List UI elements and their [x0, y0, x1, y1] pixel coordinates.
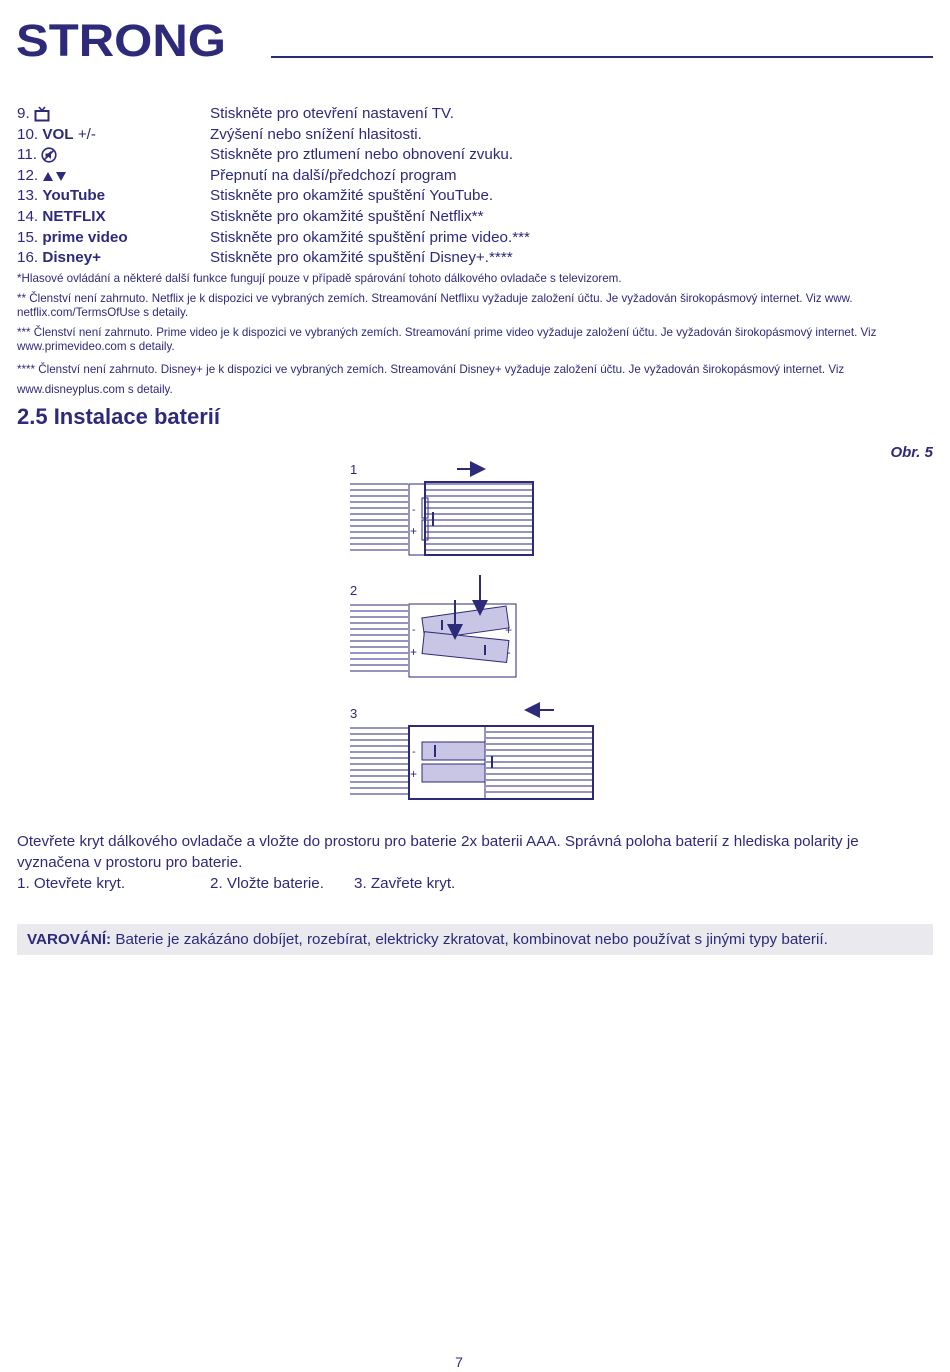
- key-number: 11.: [17, 146, 37, 164]
- key-name: VOL: [42, 125, 74, 143]
- instruction-text: Otevřete kryt dálkového ovladače a vložte do prostoru pro baterie 2x baterii AAA. Správná poloha baterií z hlediska polarity je vyznačena v prostoru pro baterie.: [17, 833, 859, 871]
- key-name: prime video: [42, 228, 128, 246]
- step-number: 1: [350, 462, 358, 477]
- key-label: [17, 228, 128, 249]
- key-row: [17, 248, 937, 269]
- key-number: 16.: [17, 249, 39, 267]
- step-number: 3: [350, 706, 358, 721]
- warning-label: VAROVÁNÍ:: [27, 931, 112, 948]
- step-number: 2: [350, 583, 358, 598]
- key-description: Stiskněte pro otevření nastavení TV.: [210, 105, 454, 122]
- key-label: [17, 166, 68, 187]
- section-title: 2.5 Instalace baterií: [17, 404, 220, 429]
- polarity-plus: +: [410, 645, 418, 659]
- key-row: [17, 186, 937, 207]
- key-description: Stiskněte pro okamžité spuštění YouTube.: [210, 187, 494, 205]
- key-name: NETFLIX: [42, 207, 106, 225]
- key-name: YouTube: [42, 187, 106, 205]
- key-description: Zvýšení nebo snížení hlasitosti.: [210, 125, 422, 143]
- page-number: 7: [455, 1354, 463, 1370]
- key-name-suffix: +/-: [73, 125, 96, 143]
- key-row: [17, 145, 937, 166]
- footnote: *Hlasové ovládání a některé další funkce fungují pouze v případě spárování tohoto dálkového ovladače s televizorem.: [17, 272, 622, 285]
- battery-installation-figure: [340, 455, 620, 810]
- key-row: [17, 228, 937, 249]
- footnote: **** Členství není zahrnuto. Disney+ je k dispozici ve vybraných zemích. Streamování Disney+ vyžaduje založení účtu. Je vyžadován širokopásmový internet. Viz www.disneyplus.com s detaily.: [17, 362, 845, 396]
- key-number: 10.: [17, 125, 39, 143]
- key-description: Stiskněte pro okamžité spuštění Disney+.****: [210, 249, 513, 267]
- brand-name: STRONG: [16, 20, 226, 60]
- step-1-diagram: [350, 469, 533, 555]
- step-3-diagram: [350, 710, 593, 799]
- tv-settings-icon: [34, 106, 50, 122]
- polarity-minus: -: [507, 647, 511, 659]
- key-row: [17, 125, 937, 146]
- key-label: [17, 145, 57, 166]
- header-rule: [271, 56, 933, 58]
- mute-icon: [41, 147, 57, 163]
- key-number: 12.: [17, 166, 39, 184]
- footnotes: [17, 272, 937, 404]
- key-name: Disney+: [42, 249, 102, 267]
- polarity-plus: +: [410, 767, 418, 781]
- key-description: Stiskněte pro ztlumení nebo obnovení zvuku.: [210, 146, 514, 164]
- step-2-diagram: [350, 575, 516, 677]
- key-number: 9.: [17, 105, 30, 122]
- key-number: 13.: [17, 187, 39, 205]
- warning-box: [17, 924, 933, 955]
- up-down-triangles-icon: [42, 170, 68, 182]
- step-item: 1. Otevřete kryt.: [17, 875, 126, 892]
- key-label: [17, 125, 96, 146]
- key-label: [17, 248, 101, 269]
- key-label: [17, 186, 105, 207]
- key-label: [17, 207, 106, 228]
- key-row: [17, 207, 937, 228]
- key-row: [17, 166, 937, 187]
- figure-label: Obr. 5: [890, 444, 933, 461]
- key-description: Stiskněte pro okamžité spuštění prime video.***: [210, 228, 530, 246]
- strong-logo: [16, 20, 228, 65]
- key-description: Stiskněte pro okamžité spuštění Netflix**: [210, 207, 484, 225]
- warning-text: Baterie je zakázáno dobíjet, rozebírat, elektricky zkratovat, kombinovat nebo používat s jinými typy baterií.: [111, 931, 828, 948]
- key-list: [17, 104, 937, 269]
- key-description: Přepnutí na další/předchozí program: [210, 166, 457, 184]
- step-item: 2. Vložte baterie.: [210, 875, 324, 892]
- footnote: ** Členství není zahrnuto. Netflix je k dispozici ve vybraných zemích. Streamování Netflixu vyžaduje založení účtu. Je vyžadován širokopásmový internet. Viz www. netflix.com/TermsOfUse s detaily.: [17, 291, 853, 320]
- polarity-minus: -: [412, 504, 416, 516]
- key-row: [17, 104, 937, 125]
- polarity-minus: -: [412, 624, 416, 636]
- key-number: 14.: [17, 207, 39, 225]
- footnote: *** Členství není zahrnuto. Prime video je k dispozici ve vybraných zemích. Streamování prime video vyžaduje založení účtu. Je vyžadován širokopásmový internet. Viz www.primevideo.com s detaily.: [17, 325, 877, 354]
- key-number: 15.: [17, 228, 39, 246]
- step-list: [17, 874, 932, 895]
- step-item: 3. Zavřete kryt.: [354, 875, 456, 892]
- polarity-plus: +: [410, 524, 418, 538]
- polarity-minus: -: [412, 746, 416, 758]
- polarity-plus: +: [505, 623, 513, 637]
- key-label: [17, 104, 50, 125]
